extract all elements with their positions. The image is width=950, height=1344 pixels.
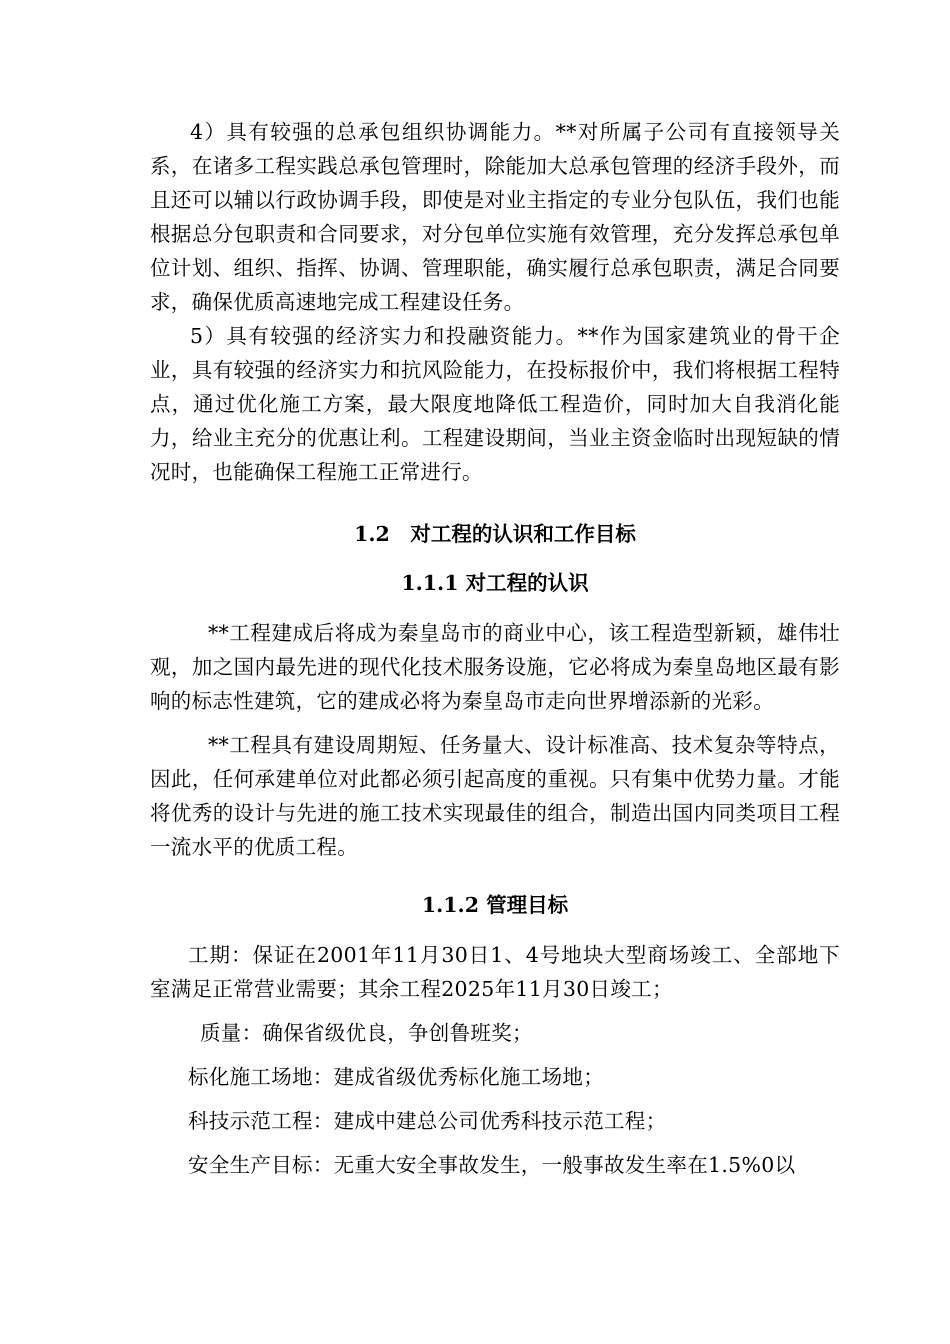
subsection-heading-goals: 1.1.2 管理目标 bbox=[421, 893, 569, 917]
paragraph-project-landmark: **工程建成后将成为秦皇岛市的商业中心，该工程造型新颖，雄伟壮观，加之国内最先进的现代化技术服务设施，它必将成为秦皇岛地区最有影响的标志性建筑，它的建成必将为秦皇岛市走向世界增添新的光彩。 bbox=[150, 621, 840, 713]
paragraph-general-contracting: 4）具有较强的总承包组织协调能力。**对所属子公司有直接领导关系，在诸多工程实践总承包管理时，除能加大总承包管理的经济手段外，而且还可以辅以行政协调手段，即使是对业主指定的专业分包队伍，我们也能根据总分包职责和合同要求，对分包单位实施有效管理，充分发挥总承包单位计划、组织、指挥、协调、管理职能，确实履行总承包职责，满足合同要求，确保优质高速地完成工程建设任务。 bbox=[150, 120, 840, 314]
document-page bbox=[150, 108, 840, 1182]
paragraph-project-features: **工程具有建设周期短、任务量大、设计标准高、技术复杂等特点，因此，任何承建单位对此都必须引起高度的重视。只有集中优势力量。才能将优秀的设计与先进的施工技术实现最佳的组合，制造出国内同类项目工程一流水平的优质工程。 bbox=[150, 733, 840, 859]
goal-safety: 安全生产目标：无重大安全事故发生，一般事故发生率在1.5%0以 bbox=[188, 1153, 796, 1177]
section-heading: 1.2 对工程的认识和工作目标 bbox=[354, 522, 636, 546]
paragraph-economic-strength: 5）具有较强的经济实力和投融资能力。**作为国家建筑业的骨干企业，具有较强的经济实力和抗风险能力，在投标报价中，我们将根据工程特点，通过优化施工方案，最大限度地降低工程造价，同时加大自我消化能力，给业主充分的优惠让利。工程建设期间，当业主资金临时出现短缺的情况时，也能确保工程施工正常进行。 bbox=[150, 324, 840, 484]
goal-schedule: 工期：保证在2001年11月30日1、4号地块大型商场竣工、全部地下室满足正常营业需要；其余工程2025年11月30日竣工； bbox=[150, 943, 840, 1001]
goal-tech: 科技示范工程：建成中建总公司优秀科技示范工程； bbox=[188, 1109, 667, 1133]
goal-site: 标化施工场地：建成省级优秀标化施工场地； bbox=[188, 1065, 604, 1089]
subsection-heading-recognition: 1.1.1 对工程的认识 bbox=[401, 571, 589, 595]
goal-quality: 质量：确保省级优良，争创鲁班奖； bbox=[200, 1021, 533, 1045]
